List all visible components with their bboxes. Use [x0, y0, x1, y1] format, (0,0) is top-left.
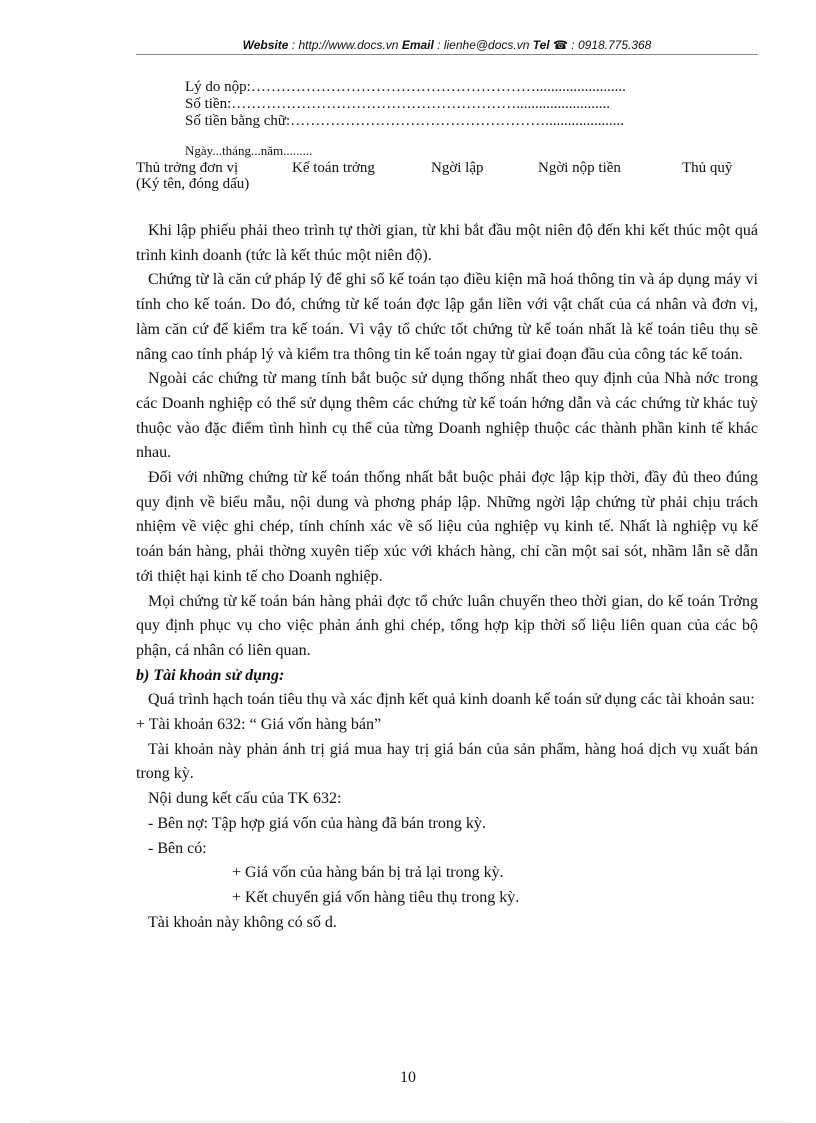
structure-label: Nội dung kết cấu của TK 632: [148, 790, 342, 808]
account-title: + Tài khoản 632: “ Giá vốn hàng bán” [136, 716, 382, 734]
page-number: 10 [400, 1069, 416, 1086]
debit-side: - Bên nợ: Tập hợp giá vốn của hàng đã bán trong kỳ. [148, 814, 486, 832]
signer-chief-accountant: Kế toán trởng [292, 160, 375, 176]
email-label: Email [401, 38, 434, 52]
credit-item-returns: + Giá vốn của hàng bán bị trả lại trong kỳ. [232, 864, 504, 882]
document-body [136, 219, 758, 935]
header-divider [136, 54, 758, 55]
account-description: Tài khoản này phản ánh trị giá mua hay trị giá bán của sản phẩm, hàng hoá dịch vụ xuất bán trong kỳ. [136, 740, 758, 783]
paragraph-5: Mọi chứng từ kế toán bán hàng phải đợc tổ chức luân chuyển theo thời gian, do kế toán Trởng quy định phục vụ cho việc phản ánh ghi chép, tổng hợp kịp thời số liệu liên quan của các bộ phận, cá nhân có liên quan. [136, 592, 758, 659]
paragraph-1: Khi lập phiếu phải theo trình tự thời gian, từ khi bắt đầu một niên độ đến khi kết thúc một quá trình kinh doanh (tức là kết thúc một niên độ). [136, 222, 758, 264]
signer-cashier: Thủ quỹ [682, 160, 733, 176]
credit-item-transfer: + Kết chuyển giá vốn hàng tiêu thụ trong kỳ. [232, 888, 520, 906]
tel-label: Tel [532, 38, 550, 52]
paragraph-4: Đối với những chứng từ kế toán thống nhất bắt buộc phải đợc lập kịp thời, đầy đủ theo đúng quy định về biểu mẫu, nội dung và phơng pháp lập. Những ngời lập chứng từ phải chịu trách nhiệm về việc ghi chép, tính chính xác về số liệu của nghiệp vụ kinh tế. Nhất là nghiệp vụ kế toán bán hàng, phải thờng xuyên tiếp xúc với khách hàng, chỉ cần một sai sót, nhầm lẫn sẽ dẫn tới thiệt hại kinh tế cho Doanh nghiệp. [136, 469, 758, 585]
signer-unit-head: Thủ trởng đơn vị [136, 160, 239, 176]
email-value: : lienhe@docs.vn [433, 38, 533, 52]
tel-value: ☎ : 0918.775.368 [549, 38, 652, 52]
section-heading: b) Tài khoản sử dụng: [136, 666, 285, 684]
signature-note: (Ký tên, đóng dấu) [136, 176, 250, 192]
page-header [136, 38, 758, 52]
credit-side: - Bên có: [148, 839, 207, 857]
paragraph-3: Ngoài các chứng từ mang tính bắt buộc sử dụng thống nhất theo quy định của Nhà nớc trong các Doanh nghiệp có thể sử dụng thêm các chứng từ kế toán hớng dẫn và các chứng từ khác tuỳ thuộc vào đặc điểm tình hình cụ thể của từng Doanh nghiệp thuộc các thành phần kinh tế khác nhau. [136, 370, 758, 462]
footer-divider [30, 1121, 790, 1122]
date-line: Ngày...tháng...năm......... [185, 143, 313, 158]
closing-note: Tài khoản này không có số d. [148, 913, 337, 931]
paragraph-2: Chứng từ là căn cứ pháp lý để ghi sổ kế toán tạo điều kiện mã hoá thông tin và áp dụng máy vi tính cho kế toán. Do đó, chứng từ kế toán đợc lập gắn liền với vật chất của cá nhân và đơn vị, làm căn cứ để kiểm tra kế toán. Vì vậy tổ chức tốt chứng từ kế toán nhất là kế toán tiêu thụ sẽ nâng cao tính pháp lý và kiểm tra thông tin kế toán ngay từ giai đoạn đầu của công tác kế toán. [136, 271, 758, 363]
website-value: : http://www.docs.vn [288, 38, 402, 52]
section-intro: Quá trình hạch toán tiêu thụ và xác định kết quả kinh doanh kế toán sử dụng các tài khoản sau: [148, 691, 755, 709]
signer-payer: Ngời nộp tiền [538, 160, 621, 176]
amount-field: Số tiền:…………………………………………………......................... [185, 96, 611, 112]
reason-field: Lý do nộp:…………………………………………………........................ [185, 79, 626, 95]
website-label: Website [242, 38, 289, 52]
amount-in-words-field: Số tiền bằng chữ:……………………………………………..................... [185, 113, 624, 129]
signer-preparer: Ngời lập [431, 160, 484, 176]
